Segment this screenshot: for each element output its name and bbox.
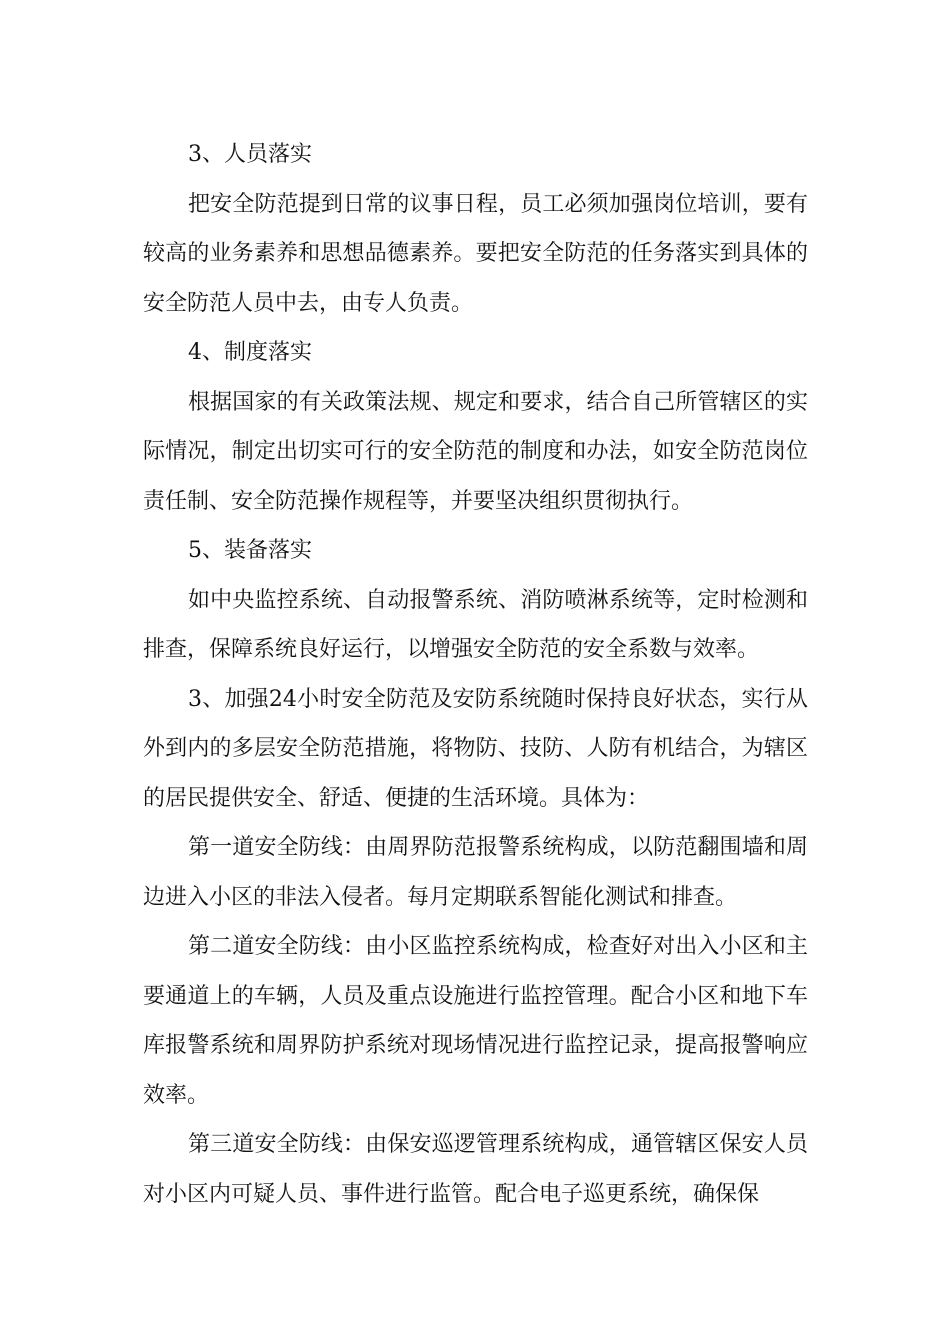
paragraph-equipment: 如中央监控系统、自动报警系统、消防喷淋系统等，定时检测和排查，保障系统良好运行，以增强安全防范的安全系数与效率。: [143, 587, 808, 662]
section-heading-personnel: 3、人员落实: [188, 142, 312, 167]
paragraph-personnel: 把安全防范提到日常的议事日程，员工必须加强岗位培训，要有较高的业务素养和思想品德素养。要把安全防范的任务落实到具体的安全防范人员中去，由专人负责。: [143, 191, 808, 316]
paragraph-system: 根据国家的有关政策法规、规定和要求，结合自己所管辖区的实际情况，制定出切实可行的安全防范的制度和办法，如安全防范岗位责任制、安全防范操作规程等，并要坚决组织贯彻执行。: [143, 389, 808, 514]
paragraph-first-defense-line: 第一道安全防线：由周界防范报警系统构成，以防范翻围墙和周边进入小区的非法入侵者。每月定期联系智能化测试和排查。: [143, 835, 808, 910]
paragraph-third-defense-line: 第三道安全防线：由保安巡逻管理系统构成，通管辖区保安人员对小区内可疑人员、事件进行监管。配合电子巡更系统，确保保: [143, 1132, 808, 1207]
document-body: [143, 130, 808, 1219]
paragraph-second-defense-line: 第二道安全防线：由小区监控系统构成，检查好对出入小区和主要通道上的车辆，人员及重点设施进行监控管理。配合小区和地下车库报警系统和周界防护系统对现场情况进行监控记录，提高报警响应效率。: [143, 934, 808, 1108]
section-heading-system: 4、制度落实: [188, 340, 312, 365]
paragraph-24h-security: 3、加强24小时安全防范及安防系统随时保持良好状态，实行从外到内的多层安全防范措施，将物防、技防、人防有机结合，为辖区的居民提供安全、舒适、便捷的生活环境。具体为：: [143, 686, 808, 811]
section-heading-equipment: 5、装备落实: [188, 538, 312, 563]
